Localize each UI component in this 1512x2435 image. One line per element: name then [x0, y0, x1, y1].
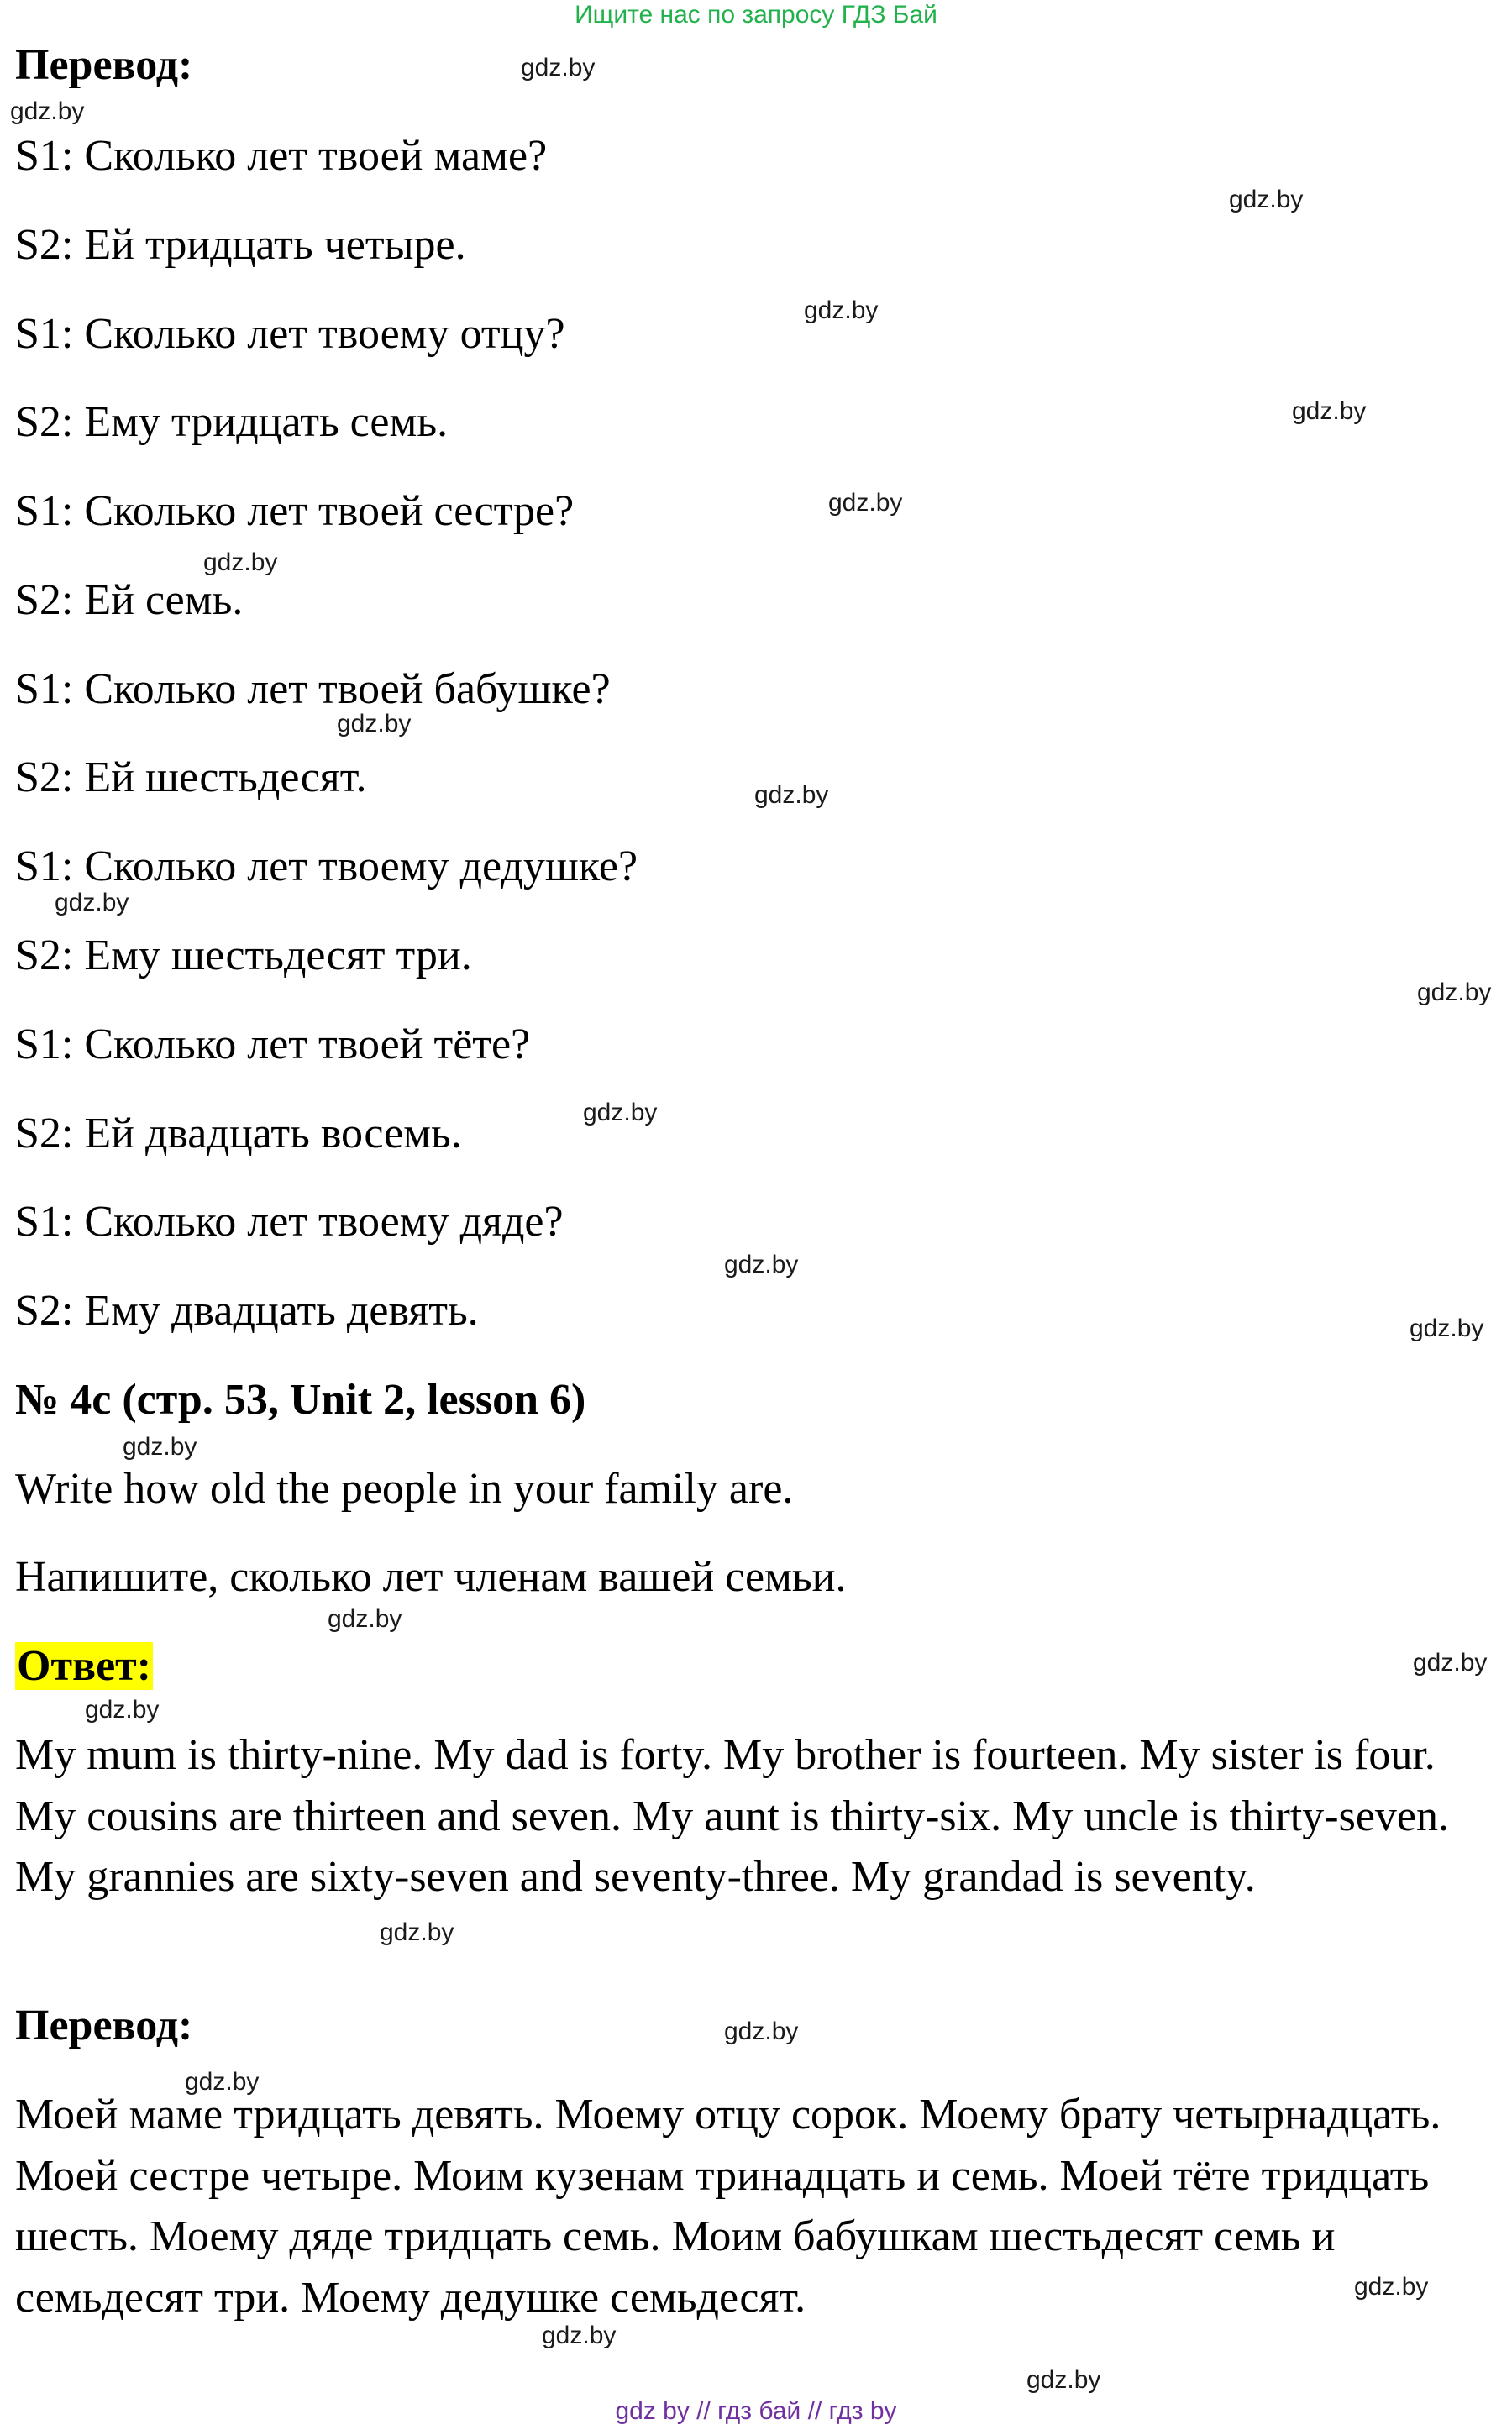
- dialogue-line-12: S2: Ей двадцать восемь.: [15, 1110, 462, 1157]
- watermark: gdz.by: [1417, 979, 1492, 1006]
- watermark: gdz.by: [337, 710, 412, 737]
- dialogue-line-3: S1: Сколько лет твоему отцу?: [15, 310, 565, 358]
- answer-translation-heading: Перевод:: [15, 2002, 193, 2049]
- dialogue-line-1: S1: Сколько лет твоей маме?: [15, 132, 548, 180]
- watermark: gdz.by: [203, 548, 278, 576]
- dialogue-line-7: S1: Сколько лет твоей бабушке?: [15, 665, 611, 713]
- watermark: gdz.by: [724, 2018, 799, 2045]
- dialogue-line-4: S2: Ему тридцать семь.: [15, 398, 449, 446]
- watermark: gdz.by: [542, 2322, 617, 2349]
- answer-highlight: Ответ:: [17, 1642, 152, 1690]
- watermark: gdz.by: [1410, 1315, 1484, 1342]
- watermark: gdz.by: [828, 489, 903, 517]
- watermark: gdz.by: [804, 297, 879, 324]
- watermark: gdz.by: [123, 1433, 197, 1461]
- dialogue-line-8: S2: Ей шестьдесят.: [15, 753, 367, 801]
- dialogue-line-10: S2: Ему шестьдесят три.: [15, 931, 472, 979]
- answer-text: My mum is thirty-nine. My dad is forty. My brother is fourteen. My sister is four. My cousins are thirteen and seven. My aunt is thirty-six. My uncle is thirty-seven. My grannies are sixty-seven and seventy-three. My grandad is seventy.: [15, 1731, 1450, 1901]
- watermark: gdz.by: [55, 889, 129, 916]
- watermark: gdz.by: [10, 97, 85, 125]
- translation-heading: Перевод:: [15, 41, 193, 89]
- watermark: gdz.by: [1229, 186, 1304, 213]
- task-english: Write how old the people in your family are.: [15, 1465, 794, 1513]
- dialogue-line-14: S2: Ему двадцать девять.: [15, 1287, 479, 1335]
- footer-links[interactable]: gdz by // гдз бай // гдз by: [615, 2397, 897, 2425]
- dialogue-line-13: S1: Сколько лет твоему дяде?: [15, 1198, 564, 1246]
- watermark: gdz.by: [85, 1696, 160, 1724]
- watermark: gdz.by: [328, 1605, 402, 1633]
- dialogue-line-2: S2: Ей тридцать четыре.: [15, 221, 466, 269]
- answer-label: [15, 1641, 153, 1692]
- exercise-title: № 4c (стр. 53, Unit 2, lesson 6): [15, 1376, 586, 1424]
- task-russian: Напишите, сколько лет членам вашей семьи.: [15, 1553, 847, 1601]
- watermark: gdz.by: [1292, 397, 1367, 425]
- watermark: gdz.by: [380, 1918, 454, 1946]
- watermark: gdz.by: [754, 781, 829, 809]
- watermark: gdz.by: [1354, 2273, 1429, 2301]
- watermark: gdz.by: [1413, 1649, 1488, 1677]
- watermark: gdz.by: [185, 2068, 260, 2096]
- search-us-banner-link[interactable]: Ищите нас по запросу ГДЗ Бай: [575, 1, 937, 29]
- watermark: gdz.by: [521, 54, 596, 81]
- dialogue-line-11: S1: Сколько лет твоей тёте?: [15, 1021, 531, 1068]
- dialogue-line-9: S1: Сколько лет твоему дедушке?: [15, 842, 638, 890]
- dialogue-line-6: S2: Ей семь.: [15, 576, 244, 624]
- dialogue-line-5: S1: Сколько лет твоей сестре?: [15, 487, 575, 535]
- watermark: gdz.by: [1026, 2366, 1101, 2394]
- watermark: gdz.by: [724, 1251, 799, 1278]
- watermark: gdz.by: [583, 1099, 658, 1126]
- answer-translation-text: Моей маме тридцать девять. Моему отцу сорок. Моему брату четырнадцать. Моей сестре четыре. Моим кузенам тринадцать и семь. Моей тёте тридцать шесть. Моему дяде тридцать семь. Моим бабушкам шестьдесят семь и семьдесят три. Моему дедушке семьдесят.: [15, 2091, 1441, 2322]
